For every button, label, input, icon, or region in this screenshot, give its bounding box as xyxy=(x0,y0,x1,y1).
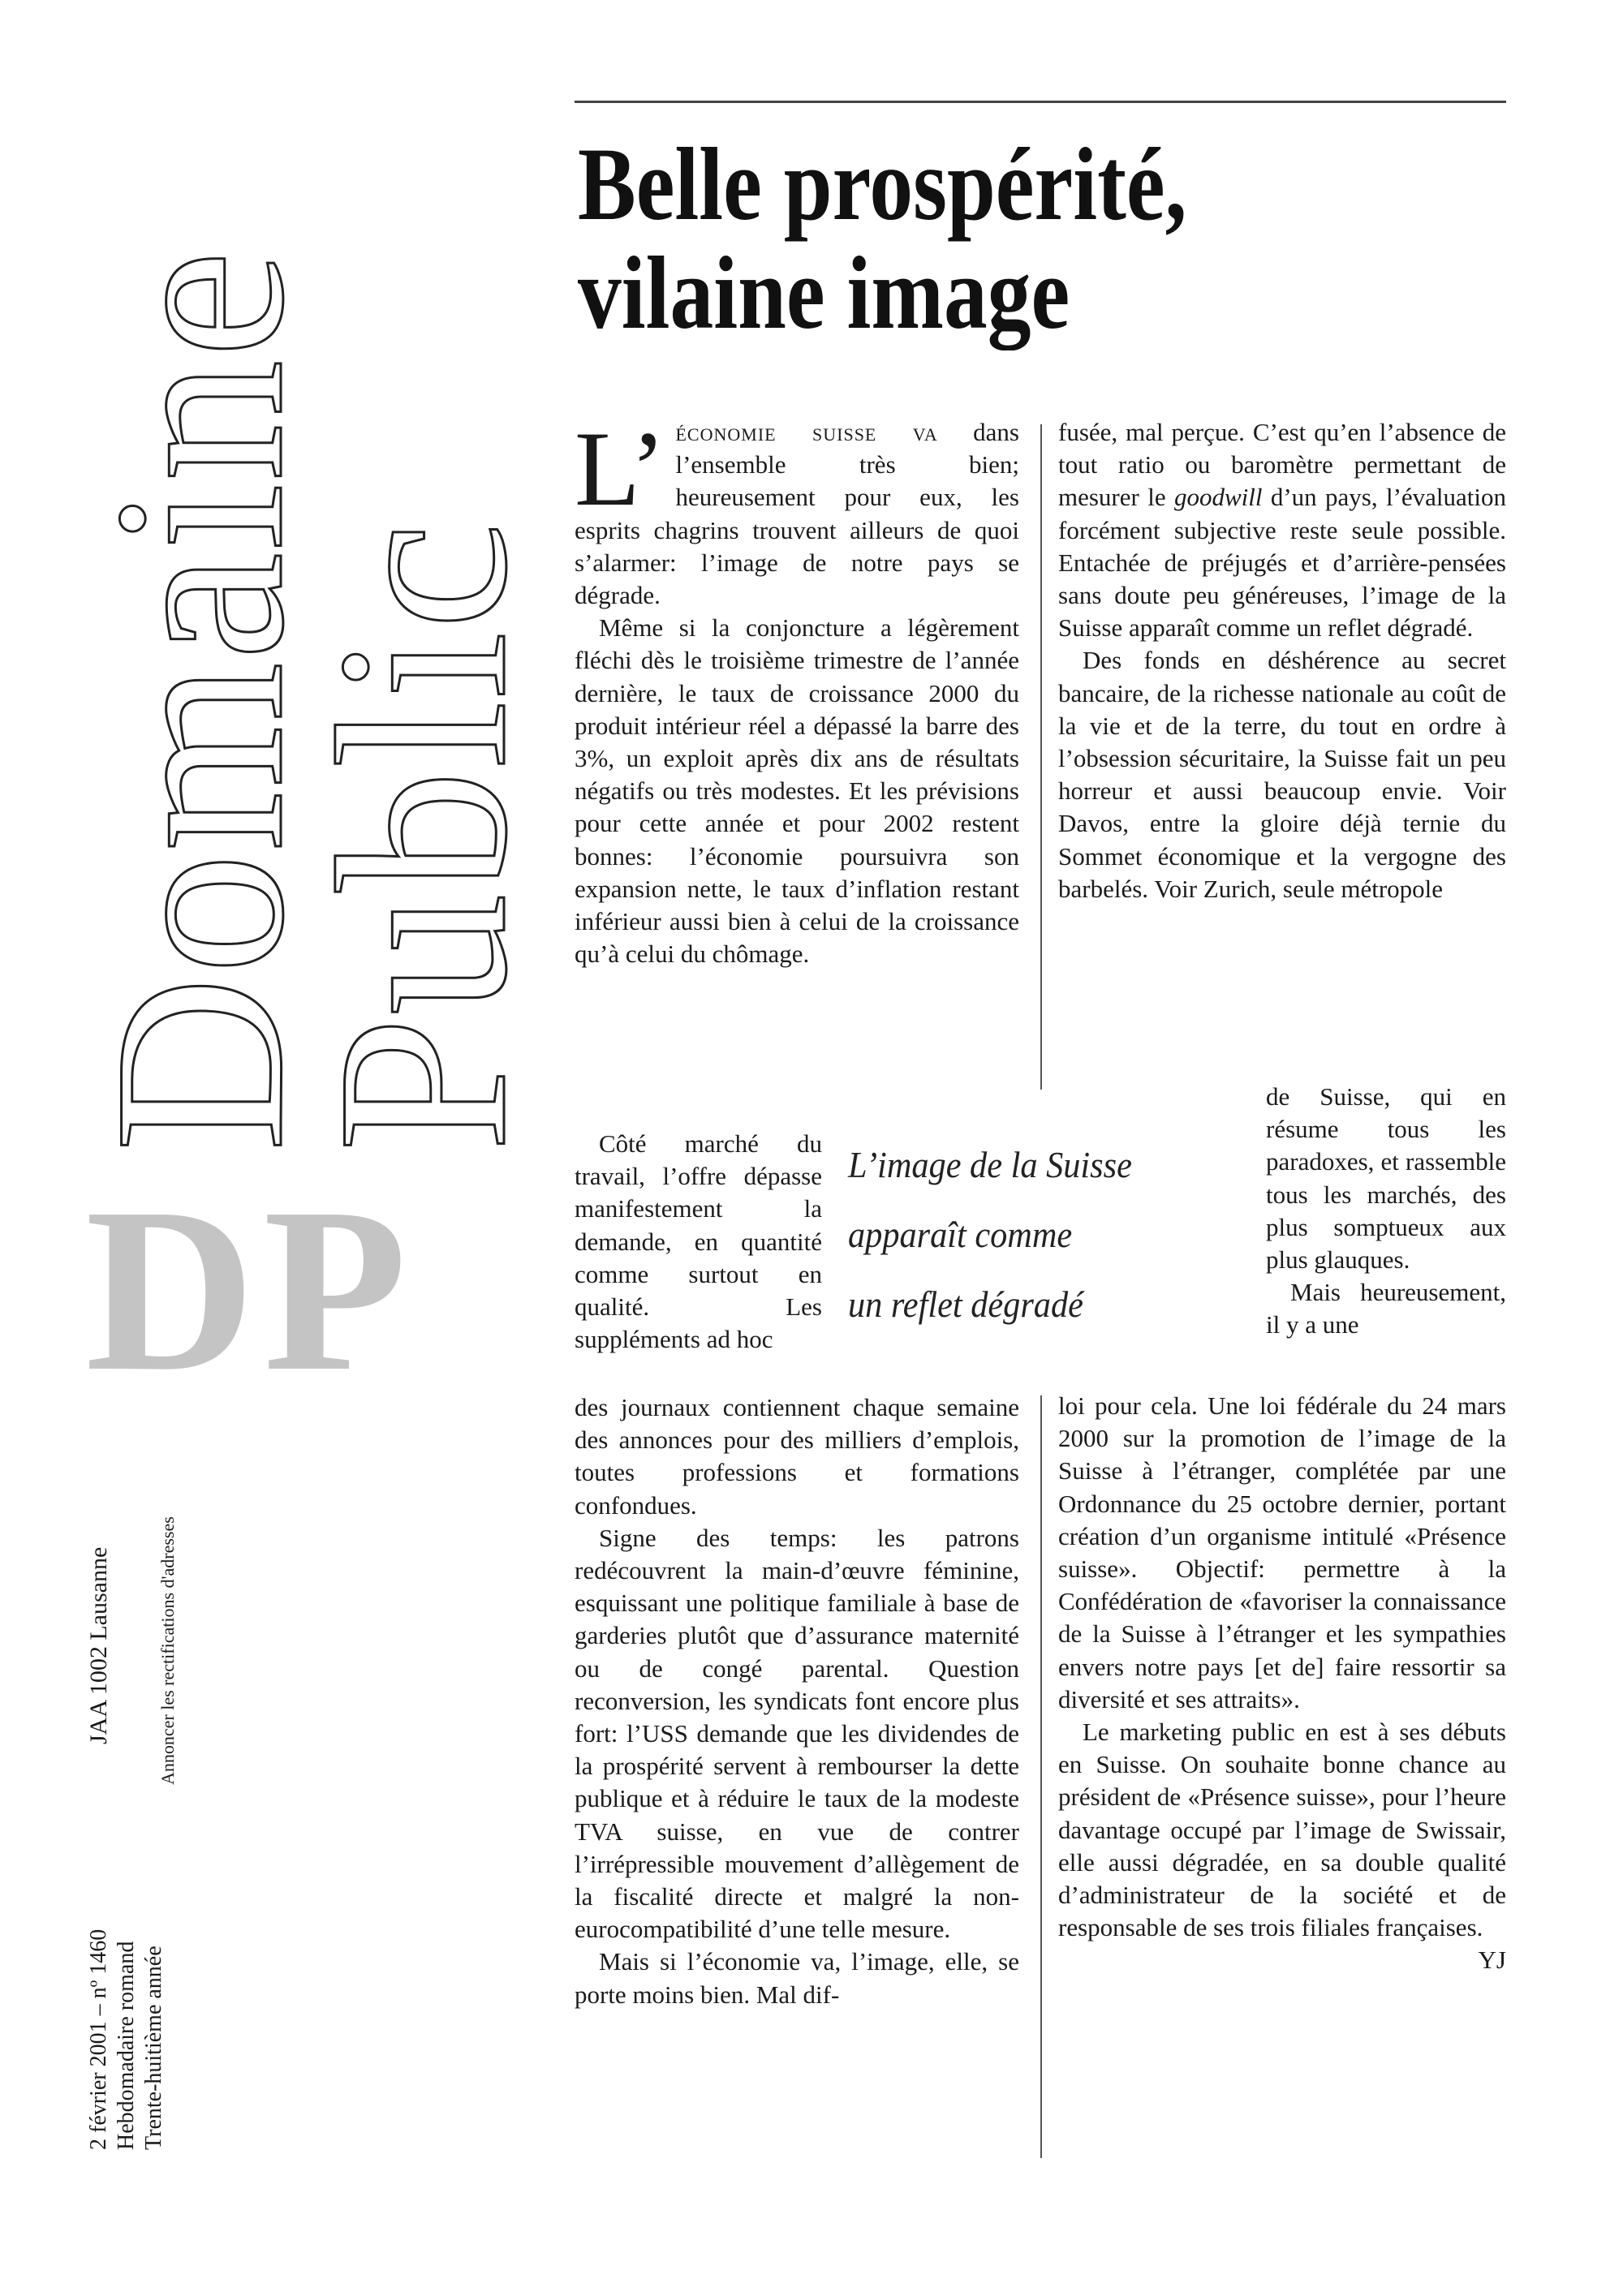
column-2-middle xyxy=(1266,1081,1506,1342)
column-divider-top xyxy=(1040,424,1042,1090)
postal-mark: JAA 1002 Lausanne xyxy=(85,1546,112,1744)
column-divider-bottom xyxy=(1040,1395,1042,2158)
paragraph-6-part-2: de Suisse, qui en résume tous les paradoxes, et rassemble tous les marchés, des plus somptueux aux plus glauques. xyxy=(1266,1082,1506,1275)
paragraph-5-continued-text: fusée, mal perçue. C’est qu’en l’absence de tout ratio ou baromètre permettant de mesurer le xyxy=(1058,418,1506,512)
paragraph-3-part-2: des journaux contiennent chaque semaine des annonces pour des milliers d’emplois, toutes professions et formations confondues. xyxy=(575,1393,1019,1520)
column-2-top xyxy=(1058,416,1506,905)
pull-quote-line-1: L’image de la Suisse xyxy=(848,1144,1132,1185)
paragraph-6-part-1: Des fonds en déshérence au secret bancaire, de la richesse nationale au coût de la vie et de la terre, du tout en ordre à l’obsession sécuritaire, la Suisse fait un peu horreur et aussi beaucoup envie. Voir Davos, entre la gloire déjà ternie du Sommet économique et la vergogne des barbelés. Voir Zurich, seule métropole xyxy=(1058,646,1506,903)
drop-cap: L’ xyxy=(575,409,666,528)
column-1-top xyxy=(575,409,1020,970)
paragraph-1-text: dans l’ensemble très bien; heureusement pour eux, les esprits chagrins trouvent ailleurs de quoi s’alarmer: l’image de notre pays se dégrade. xyxy=(575,418,1020,610)
paragraph-7-part-2: loi pour cela. Une loi fédérale du 24 mars 2000 sur la promotion de l’image de la Suisse à l’étranger, complétée par une Ordonnance du 25 octobre dernier, portant création d’un organisme intitulé «Présence suisse». Objectif: permettre à la Confédération de «favoriser la connaissance de la Suisse à l’étranger et les sympathies envers notre pays [et de] faire ressortir sa diversité et ses attraits». xyxy=(1058,1391,1506,1713)
column-1-middle xyxy=(575,1128,822,1356)
pull-quote-line-2: apparaît comme xyxy=(848,1214,1073,1255)
address-note: Annoncer les rectifications d'adresses xyxy=(157,1516,178,1785)
paragraph-5: Mais si l’économie va, l’image, elle, se porte moins bien. Mal dif- xyxy=(575,1947,1019,2009)
publication-year: Trente-huitième année xyxy=(141,1946,166,2150)
paragraph-3-part-1: Côté marché du travail, l’offre dépasse manifestement la demande, en quantité comme surtout en qualité. Les suppléments ad hoc xyxy=(575,1129,822,1354)
masthead-initials: DP xyxy=(85,1159,415,1420)
periodicity: Hebdomadaire romand xyxy=(114,1941,139,2150)
paragraph-8 xyxy=(1058,1716,1506,1975)
issue-date: 2 février 2001 – nº 1460 xyxy=(86,1928,111,2150)
headline-line-2: vilaine image xyxy=(578,235,1070,350)
paragraph-1 xyxy=(575,409,1020,612)
masthead-public: Public xyxy=(287,520,557,1152)
pull-quote xyxy=(848,1130,1270,1339)
lead-smallcaps: économie suisse va xyxy=(675,418,938,446)
paragraph-7-part-1: Mais heureusement, il y a une xyxy=(1266,1278,1506,1339)
masthead-domaine: Domaine xyxy=(64,248,334,1152)
issue-info xyxy=(85,1929,168,2150)
paragraph-8-text: Le marketing public en est à ses débuts en Suisse. On souhaite bonne chance au président de «Présence suisse», pour l’heure davantage occupé par l’image de Swissair, elle aussi dégradée, en sa double qualité d’administrateur de la société et de responsable de ses trois filiales françaises. xyxy=(1058,1718,1506,1942)
column-2-bottom xyxy=(1058,1390,1506,1977)
paragraph-2: Même si la conjoncture a légèrement fléchi dès le troisième trimestre de l’année dernière, le taux de croissance 2000 du produit intérieur réel a dépassé la barre des 3%, un exploit après dix ans de résultats négatifs ou très modestes. Et les prévisions pour cette année et pour 2002 restent bonnes: l’économie poursuivra son expansion nette, le taux d’inflation restant inférieur aussi bien à celui de la croissance qu’à celui du chômage. xyxy=(575,613,1019,969)
author-signature: YJ xyxy=(1478,1946,1506,1975)
paragraph-5-continued-end: d’un pays, l’évaluation forcément subjective reste seule possible. Entachée de préjugés et d’arrière-pensées sans doute peu généreuses, l’image de la Suisse apparaît comme un reflet dégradé. xyxy=(1058,483,1507,643)
paragraph-5-continued xyxy=(1058,416,1506,644)
article-headline xyxy=(578,127,1464,350)
pull-quote-line-3: un reflet dégradé xyxy=(848,1283,1083,1325)
headline-line-1: Belle prospérité, xyxy=(578,127,1187,242)
top-rule xyxy=(575,101,1506,103)
goodwill-term: goodwill xyxy=(1173,483,1263,512)
paragraph-4: Signe des temps: les patrons redécouvrent la main-d’œuvre féminine, esquissant une politique familiale à base de garderies plutôt que d’assurance maternité ou de congé parental. Question reconversion, les syndicats font encore plus fort: l’USS demande que les dividendes de la prospérité servent à rembourser la dette publique et à réduire le taux de la modeste TVA suisse, en vue de contrer l’irrépressible mouvement d’allègement de la fiscalité directe et malgré la non-eurocompatibilité d’une telle mesure. xyxy=(575,1523,1019,1944)
column-1-bottom xyxy=(575,1391,1019,2011)
